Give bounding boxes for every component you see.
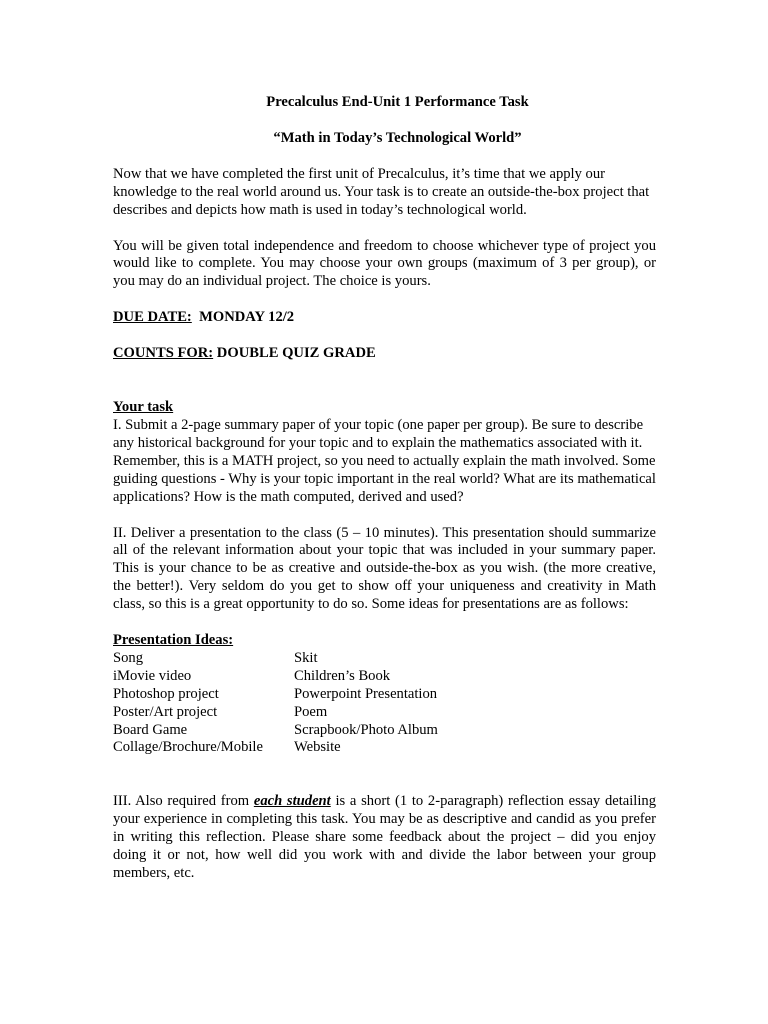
- idea-right-4: Poem: [294, 703, 328, 720]
- idea-left-3: Photoshop project: [113, 685, 219, 702]
- idea-right-3: Powerpoint Presentation: [294, 685, 438, 702]
- due-date-value: MONDAY 12/2: [199, 309, 295, 326]
- task-heading: Your task: [113, 399, 174, 416]
- presentation-ideas-heading: Presentation Ideas:: [113, 632, 234, 649]
- task-part-3-emphasis: each student: [253, 793, 331, 810]
- document-subtitle: “Math in Today’s Technological World”: [273, 129, 522, 146]
- idea-left-1: Song: [113, 649, 144, 666]
- intro-paragraph-1: Now that we have completed the first unit of Precalculus, it’s time that we apply our knowledge to the real world around us. Your task is to create an outside-the-box project that describes and depicts how math is used in today’s technological world.: [113, 165, 650, 218]
- task-part-3-before: III. Also required from: [113, 793, 254, 810]
- counts-for-line: [113, 345, 656, 363]
- task-part-3: [113, 793, 656, 883]
- idea-left-2: iMovie video: [113, 667, 192, 684]
- counts-for-label: COUNTS FOR:: [113, 345, 214, 362]
- presentation-ideas-list: [113, 650, 656, 757]
- document-page: [113, 94, 656, 883]
- task-part-2: II. Deliver a presentation to the class (5 – 10 minutes). This presentation should summarize all of the relevant information about your topic that was included in your summary paper. This is your chance to be as creative and outside-the-box as you wish. (the more creative, the better!). Very seldom do you get to show off your uniqueness and creativity in Math class, so this is a great opportunity to do so. Some ideas for presentations are as follows:: [113, 524, 656, 613]
- idea-right-2: Children’s Book: [294, 667, 391, 684]
- counts-for-value: DOUBLE QUIZ GRADE: [216, 345, 376, 362]
- intro-paragraph-2: You will be given total independence and freedom to choose whichever type of project you would like to complete. You may choose your own groups (maximum of 3 per group), or you may do an individual project. The choice is yours.: [113, 237, 656, 290]
- idea-left-4: Poster/Art project: [113, 703, 218, 720]
- idea-left-5: Board Game: [113, 721, 188, 738]
- idea-right-5: Scrapbook/Photo Album: [294, 721, 438, 738]
- due-date-line: [113, 309, 656, 327]
- idea-right-1: Skit: [294, 649, 318, 666]
- idea-left-6: Collage/Brochure/Mobile: [113, 739, 263, 756]
- task-part-1: I. Submit a 2-page summary paper of your topic (one paper per group). Be sure to describe any historical background for your topic and to explain the mathematics associated with it. Remember, this is a MATH project, so you need to actually explain the math involved. Some guiding questions - Why is your topic important in the real world? What are its mathematical applications? How is the math computed, derived and used?: [113, 416, 656, 505]
- idea-right-6: Website: [294, 739, 341, 756]
- document-title: Precalculus End-Unit 1 Performance Task: [266, 94, 529, 110]
- due-date-label: DUE DATE:: [113, 309, 192, 326]
- task-part-3-after: is a short (1 to 2-paragraph) reflection essay detailing your experience in completing this task. You may be as descriptive and candid as you prefer in writing this reflection. Please share some feedback about the project – did you enjoy doing it or not, how well did you work with and divide the labor between your group members, etc.: [113, 793, 657, 881]
